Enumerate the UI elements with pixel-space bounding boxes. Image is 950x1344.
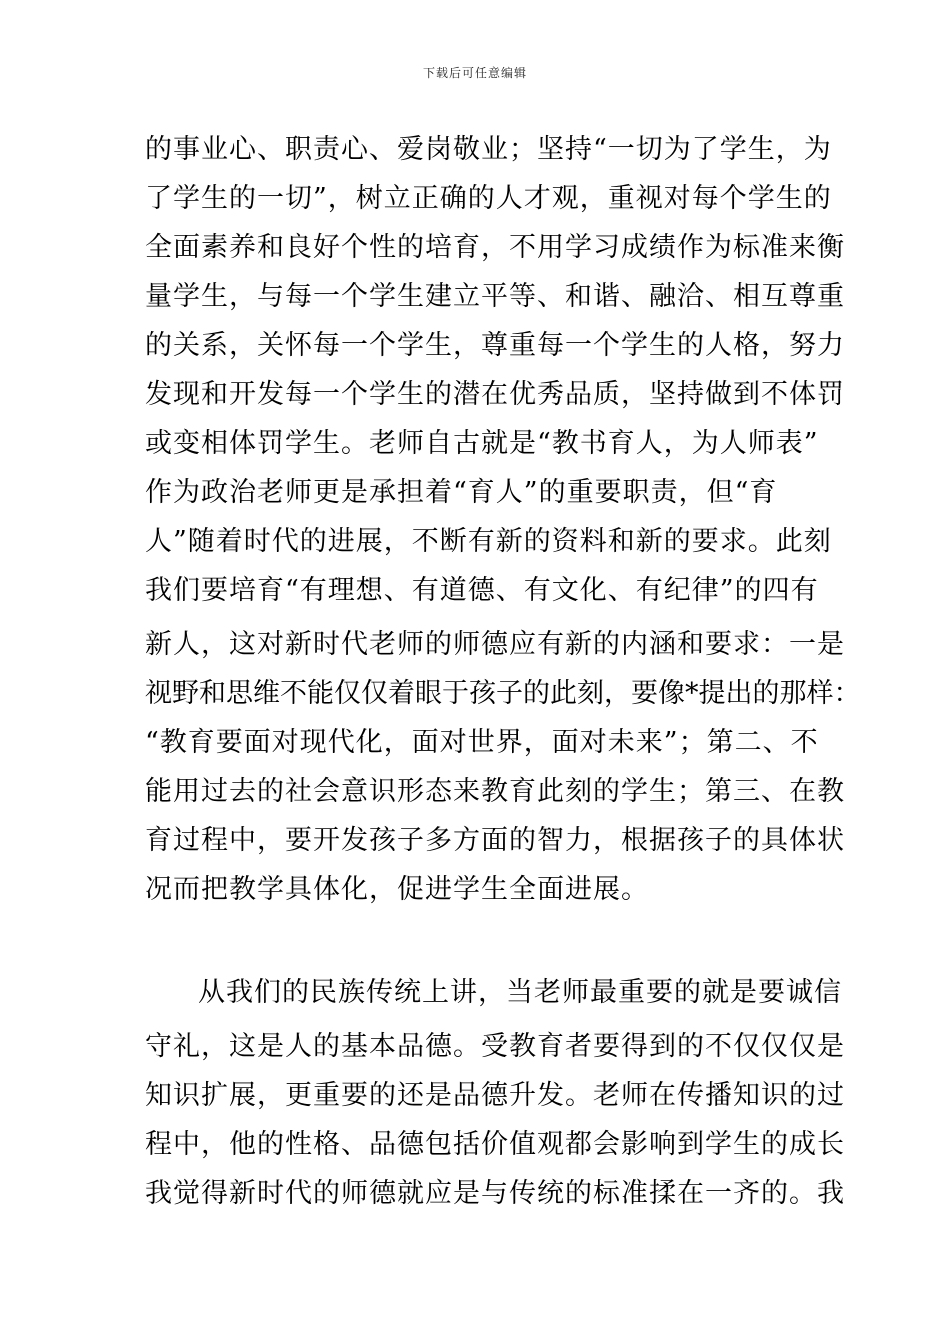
page-header: 下载后可任意编辑 — [422, 66, 527, 80]
text-line: “教育要面对现代化，面对世界，面对未来”；第二、不 — [145, 727, 819, 758]
text-line: 了学生的一切”，树立正确的人才观，重视对每个学生的 — [145, 183, 832, 214]
text-line: 的关系，关怀每一个学生，尊重每一个学生的人格，努力 — [145, 330, 845, 361]
text-line: 人”随着时代的进展，不断有新的资料和新的要求。此刻 — [145, 526, 832, 557]
text-line: 育过程中，要开发孩子多方面的智力，根据孩子的具体状 — [145, 825, 845, 856]
text-line: 从我们的民族传统上讲，当老师最重要的就是要诚信 — [198, 977, 842, 1008]
text-line: 况而把教学具体化，促进学生全面进展。 — [145, 874, 649, 905]
text-line: 知识扩展，更重要的还是品德升发。老师在传播知识的过 — [145, 1080, 845, 1111]
text-line: 视野和思维不能仅仅着眼于孩子的此刻，要像*提出的那样： — [145, 678, 861, 709]
text-line: 的事业心、职责心、爱岗敬业；坚持“一切为了学生，为 — [145, 134, 832, 165]
text-line: 守礼，这是人的基本品德。受教育者要得到的不仅仅仅是 — [145, 1031, 845, 1062]
text-line: 或变相体罚学生。老师自古就是“教书育人，为人师表” — [145, 428, 819, 459]
text-line: 我觉得新时代的师德就应是与传统的标准揉在一齐的。我 — [145, 1178, 845, 1209]
text-line: 新人，这对新时代老师的师德应有新的内涵和要求：一是 — [145, 629, 845, 660]
text-line: 我们要培育“有理想、有道德、有文化、有纪律”的四有 — [145, 575, 819, 606]
text-line: 量学生，与每一个学生建立平等、和谐、融洽、相互尊重 — [145, 281, 845, 312]
text-line: 发现和开发每一个学生的潜在优秀品质，坚持做到不体罚 — [145, 379, 845, 410]
text-line: 作为政治老师更是承担着“育人”的重要职责，但“育 — [145, 477, 778, 508]
text-line: 程中，他的性格、品德包括价值观都会影响到学生的成长 — [145, 1129, 845, 1160]
text-line: 能用过去的社会意识形态来教育此刻的学生；第三、在教 — [145, 776, 845, 807]
text-line: 全面素养和良好个性的培育，不用学习成绩作为标准来衡 — [145, 232, 845, 263]
